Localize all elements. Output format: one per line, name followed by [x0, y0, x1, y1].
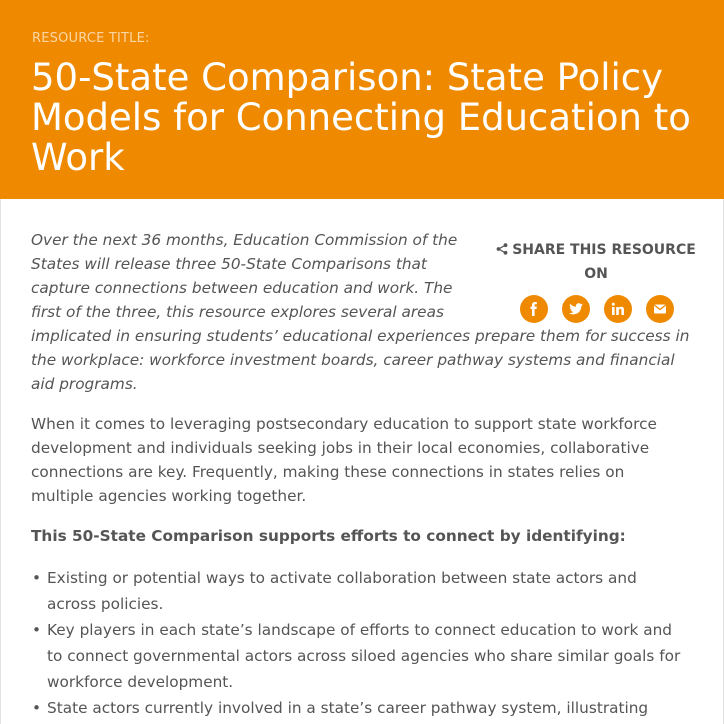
- twitter-icon: [568, 301, 584, 317]
- list-item: • Existing or potential ways to activate collaboration between state actors and across policies.: [47, 565, 687, 617]
- facebook-icon: [526, 301, 542, 317]
- facebook-share-button[interactable]: [520, 295, 548, 323]
- twitter-share-button[interactable]: [562, 295, 590, 323]
- resource-kicker: RESOURCE TITLE:: [32, 31, 150, 46]
- lead-heading: This 50-State Comparison supports efforts to connect by identifying:: [31, 527, 626, 545]
- resource-header: [0, 0, 724, 199]
- linkedin-icon: [610, 301, 626, 317]
- email-icon: [652, 301, 668, 317]
- intro-text: Over the next 36 months, Education Commission of the States will release three 50-State Comparisons that capture connections between education and work. The first of the three, this resource explores several areas implicated in ensuring students’ educational experiences prepare them for success in the workplace: workforce investment boards, career pathway systems and financial aid programs.: [31, 231, 690, 393]
- linkedin-share-button[interactable]: [604, 295, 632, 323]
- share-icon-row: [496, 295, 696, 323]
- share-heading: [496, 238, 696, 286]
- bullet-list: [47, 565, 687, 721]
- body-paragraph: When it comes to leveraging postsecondary education to support state workforce development and individuals seeking jobs in their local economies, collaborative connections are key. Frequently, making these connections in states relies on multiple agencies working together.: [31, 415, 657, 505]
- share-heading-text: SHARE THIS RESOURCE ON: [512, 242, 696, 282]
- list-item: • State actors currently involved in a state’s career pathway system, illustrating: [47, 695, 687, 721]
- list-item: • Key players in each state’s landscape of efforts to connect education to work and to connect governmental actors across siloed agencies who share similar goals for workforce development.: [47, 617, 687, 695]
- page-title: 50-State Comparison: State Policy Models for Connecting Education to Work: [31, 56, 691, 179]
- share-panel: [496, 238, 696, 323]
- email-share-button[interactable]: [646, 295, 674, 323]
- share-icon: [496, 243, 508, 255]
